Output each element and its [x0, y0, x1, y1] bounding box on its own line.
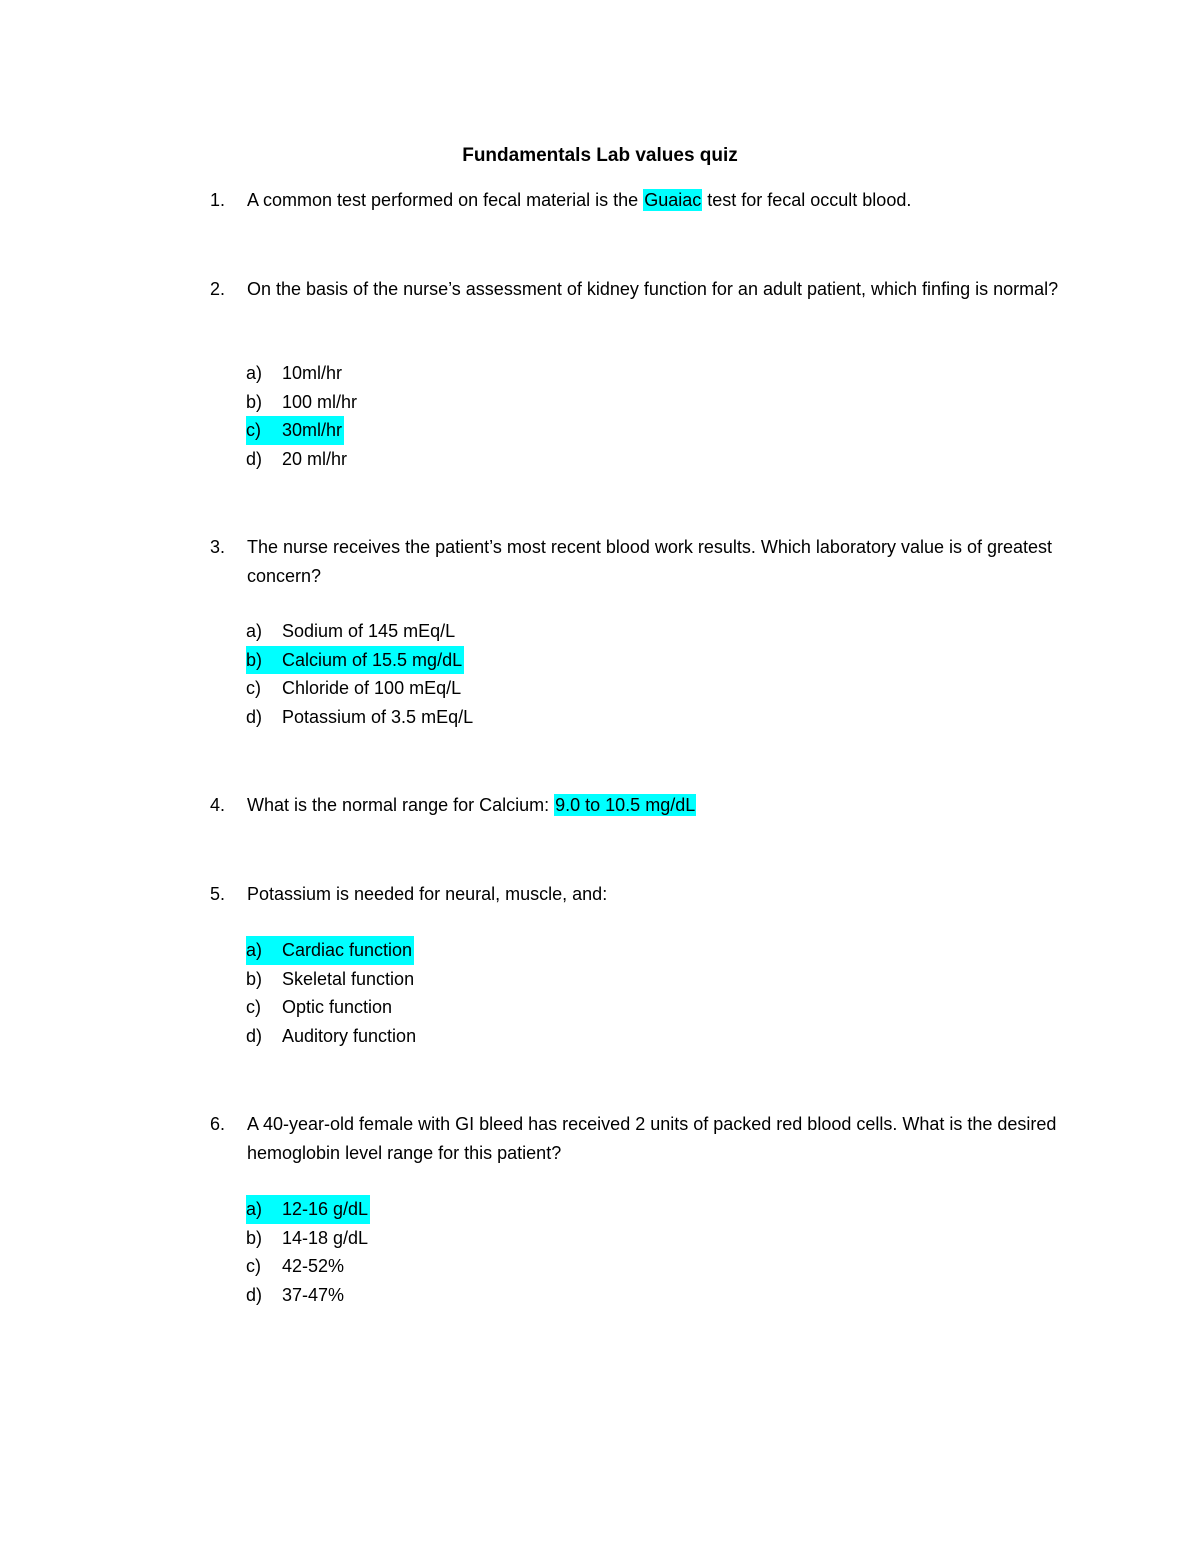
- options-list-q2: [246, 359, 359, 473]
- option-b-correct[interactable]: b) Calcium of 15.5 mg/dL: [246, 646, 475, 675]
- question-number: 2.: [210, 279, 226, 299]
- highlighted-answer: 9.0 to 10.5 mg/dL: [555, 795, 696, 815]
- options-list-q5: [246, 936, 418, 1050]
- option-a-correct[interactable]: a) 12-16 g/dL: [246, 1195, 370, 1224]
- question-number: 1.: [210, 190, 226, 210]
- question-text: A common test performed on fecal material is the Guaiac test for fecal occult blood.: [247, 190, 912, 210]
- question-number: 3.: [210, 537, 226, 557]
- question-text: A 40-year-old female with GI bleed has received 2 units of packed red blood cells. What is the desired hemoglobin level range for this patient?: [247, 1114, 1057, 1163]
- question-2: [210, 275, 1070, 304]
- option-d[interactable]: d) Potassium of 3.5 mEq/L: [246, 706, 474, 727]
- option-b[interactable]: b) Skeletal function: [246, 968, 415, 989]
- question-number: 5.: [210, 884, 226, 904]
- option-c[interactable]: c) Optic function: [246, 997, 393, 1017]
- option-a[interactable]: a) 10ml/hr: [246, 363, 343, 383]
- options-list-q3: [246, 617, 475, 731]
- option-d[interactable]: d) Auditory function: [246, 1025, 417, 1046]
- question-number: 4.: [210, 795, 226, 815]
- question-text: The nurse receives the patient’s most recent blood work results. Which laboratory value is of greatest concern?: [247, 537, 1053, 586]
- option-c[interactable]: c) 42-52%: [246, 1256, 345, 1276]
- option-c-correct[interactable]: c) 30ml/hr: [246, 416, 359, 445]
- page-title: Fundamentals Lab values quiz: [462, 145, 738, 166]
- option-d[interactable]: d) 37-47%: [246, 1284, 345, 1305]
- options-list-q6: [246, 1195, 370, 1309]
- option-d[interactable]: d) 20 ml/hr: [246, 448, 348, 469]
- question-6: [210, 1110, 1070, 1167]
- option-b[interactable]: b) 100 ml/hr: [246, 391, 358, 412]
- question-text: On the basis of the nurse’s assessment of kidney function for an adult patient, which finfing is normal?: [247, 279, 1059, 299]
- option-b[interactable]: b) 14-18 g/dL: [246, 1227, 369, 1248]
- question-3: [210, 533, 1070, 590]
- option-a-correct[interactable]: a) Cardiac function: [246, 936, 418, 965]
- option-a[interactable]: a) Sodium of 145 mEq/L: [246, 621, 456, 641]
- question-text: Potassium is needed for neural, muscle, and:: [247, 884, 608, 904]
- question-4: [210, 791, 1070, 820]
- highlighted-answer: Guaiac: [644, 190, 702, 210]
- question-1: [210, 186, 1070, 215]
- question-number: 6.: [210, 1114, 226, 1134]
- option-c[interactable]: c) Chloride of 100 mEq/L: [246, 678, 462, 698]
- question-5: [210, 880, 1070, 909]
- question-text: What is the normal range for Calcium: 9.0 to 10.5 mg/dL: [247, 795, 696, 815]
